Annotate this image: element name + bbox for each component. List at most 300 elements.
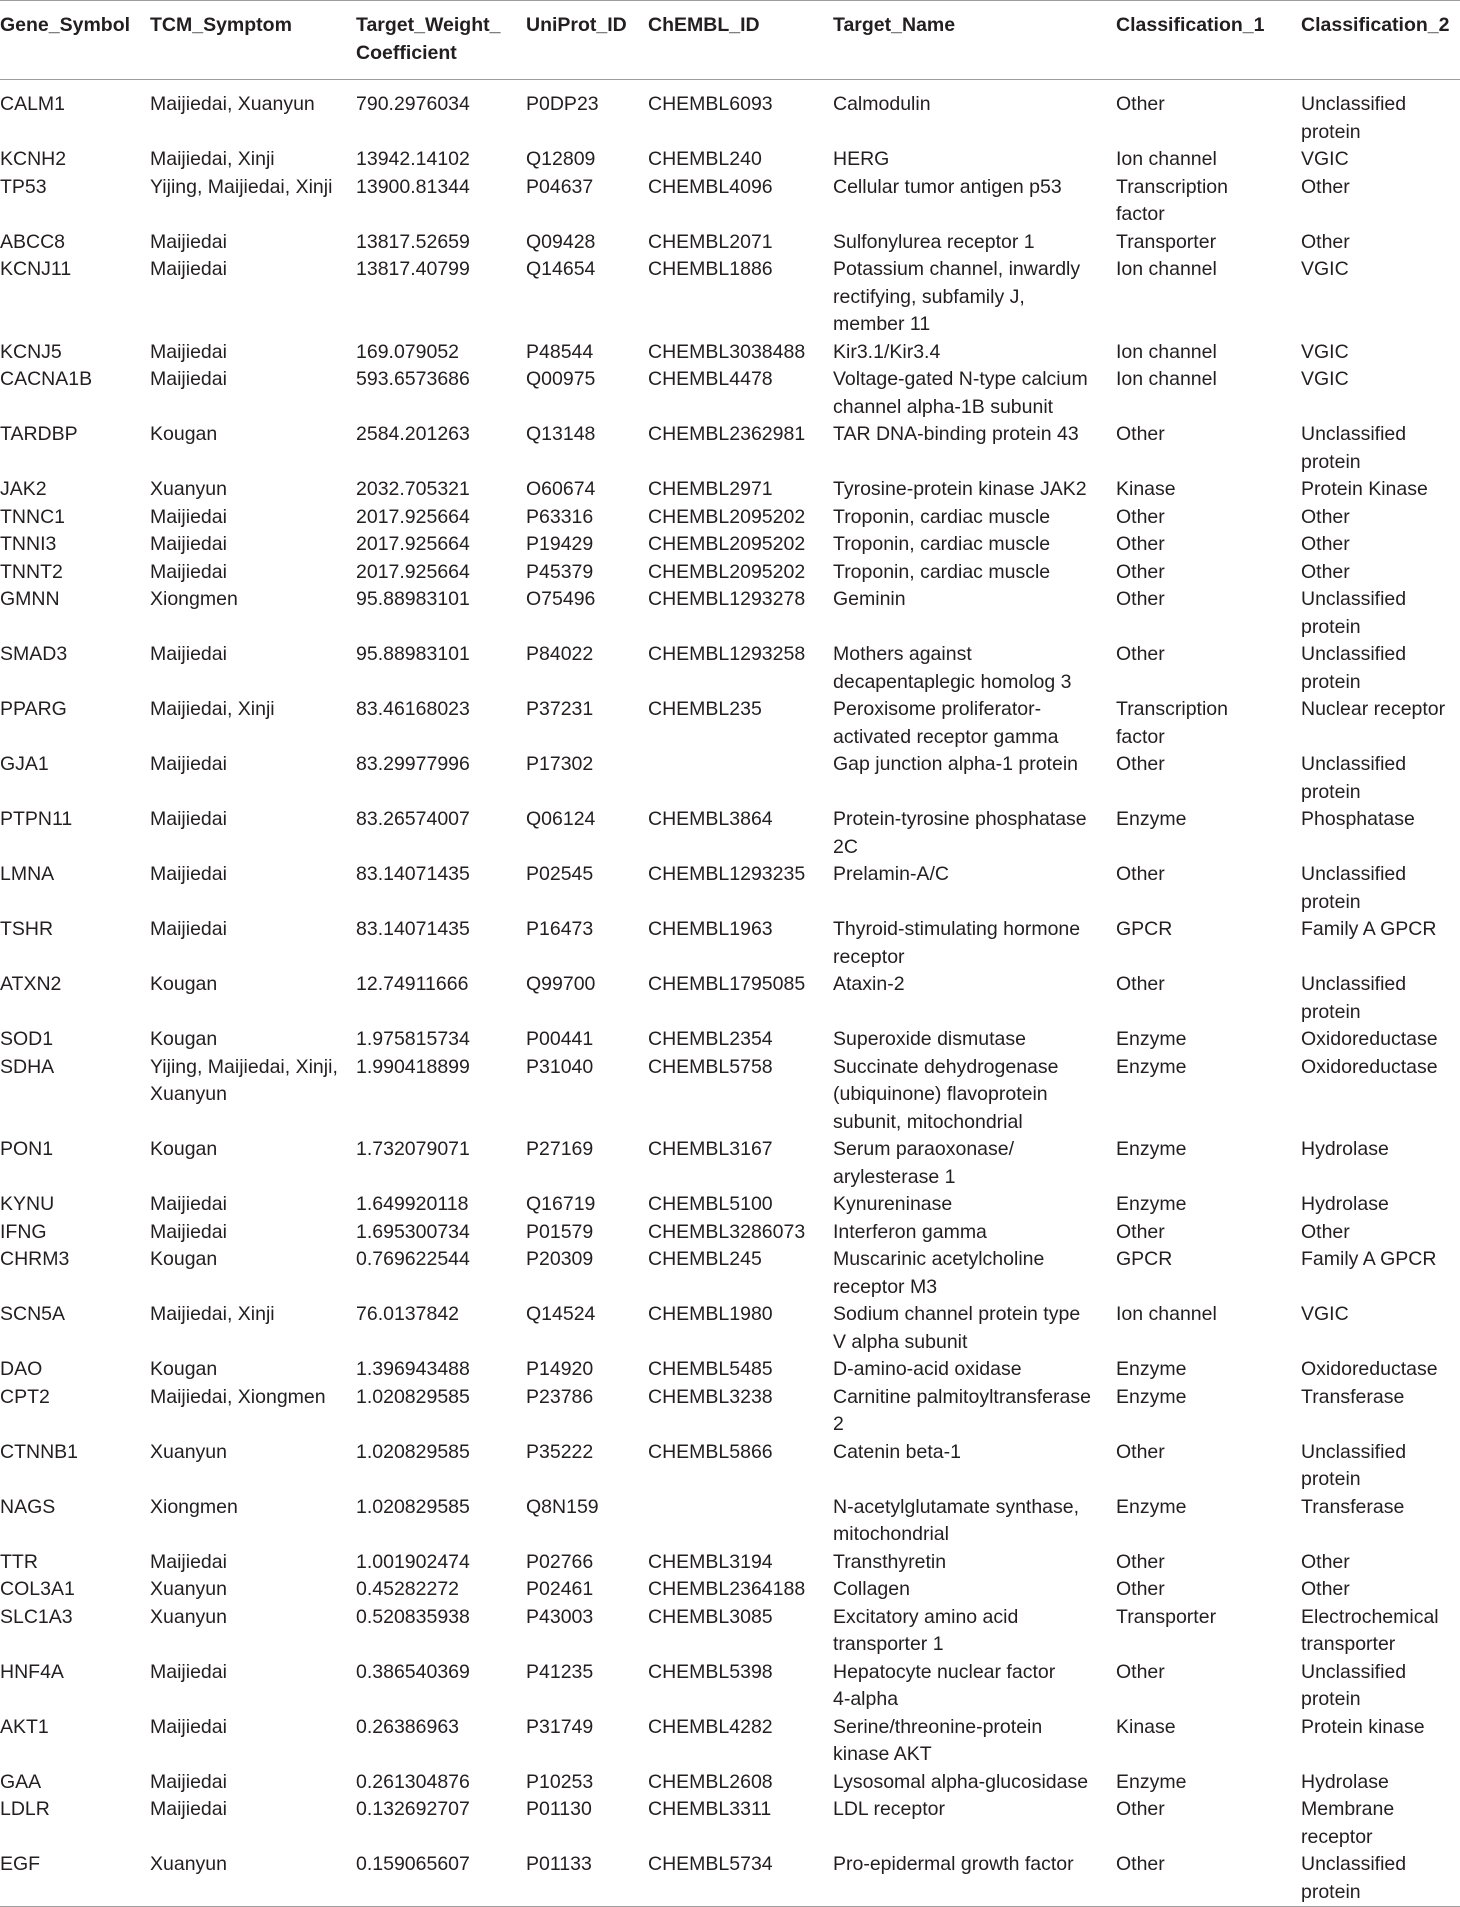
cell-target-name: Mothers against decapentaplegic homolog 3 xyxy=(833,643,1072,693)
cell-chembl-id: CHEMBL5398 xyxy=(648,1660,773,1683)
cell-chembl-id: CHEMBL3167 xyxy=(648,1138,773,1160)
cell-classification-2: Nuclear receptor xyxy=(1301,698,1446,720)
cell-chembl-id: CHEMBL2364188 xyxy=(648,1578,806,1600)
cell-classification-1: Ion channel xyxy=(1116,258,1217,280)
cell-uniprot-id: Q13148 xyxy=(526,423,596,445)
cell-uniprot-id: P01579 xyxy=(526,1220,594,1243)
cell-tcm-symptom: Maijiedai xyxy=(150,1220,227,1243)
cell-target-weight-coefficient: 2584.201263 xyxy=(356,423,470,445)
table-row xyxy=(0,1851,1460,1907)
cell-tcm-symptom: Xuanyun xyxy=(150,1851,356,1907)
table-row xyxy=(0,1769,1460,1797)
cell-classification-2: Protein kinase xyxy=(1301,1715,1425,1738)
cell-classification-2: VGIC xyxy=(1301,340,1349,363)
cell-uniprot-id: P16473 xyxy=(526,918,594,940)
cell-classification-1: Other xyxy=(1116,863,1165,885)
cell-classification-1: Ion channel xyxy=(1116,340,1217,363)
table-row xyxy=(0,1384,1460,1439)
cell-gene-symbol: TNNC1 xyxy=(0,505,66,528)
cell-uniprot-id: P10253 xyxy=(526,1770,594,1793)
cell-classification-2: Other xyxy=(1301,230,1350,253)
cell-chembl-id: CHEMBL1886 xyxy=(648,258,773,280)
cell-uniprot-id: Q00975 xyxy=(526,368,596,390)
cell-tcm-symptom: Maijiedai xyxy=(150,230,227,253)
table-row xyxy=(0,421,1460,476)
cell-chembl-id: CHEMBL3864 xyxy=(648,808,773,830)
cell-gene-symbol: AKT1 xyxy=(0,1715,49,1738)
cell-uniprot-id: P02461 xyxy=(526,1578,594,1600)
cell-chembl-id: CHEMBL2354 xyxy=(648,1028,773,1050)
cell-uniprot-id: Q16719 xyxy=(526,1193,596,1215)
cell-target-name: N-acetylglutamate synthase, mitochondrial xyxy=(833,1495,1080,1545)
cell-classification-1: GPCR xyxy=(1116,918,1173,940)
cell-gene-symbol: PTPN11 xyxy=(0,808,73,830)
cell-target-name: Potassium channel, inwardly rectifying, subfamily J, member 11 xyxy=(833,258,1081,335)
cell-target-weight-coefficient: 1.695300734 xyxy=(356,1220,470,1243)
cell-classification-2: Other xyxy=(1301,1578,1350,1600)
cell-tcm-symptom: Kougan xyxy=(150,1138,218,1160)
cell-target-name: Tyrosine-protein kinase JAK2 xyxy=(833,478,1087,500)
cell-uniprot-id: Q06124 xyxy=(526,808,596,830)
cell-classification-2: Oxidoreductase xyxy=(1301,1055,1438,1078)
cell-target-name: Superoxide dismutase xyxy=(833,1028,1026,1050)
cell-gene-symbol: CALM1 xyxy=(0,93,66,115)
table-row xyxy=(0,1356,1460,1384)
cell-tcm-symptom: Maijiedai xyxy=(150,1660,227,1683)
cell-target-weight-coefficient: 83.46168023 xyxy=(356,698,470,720)
cell-uniprot-id: P35222 xyxy=(526,1440,594,1463)
cell-tcm-symptom: Maijiedai, Xinji xyxy=(150,698,275,720)
cell-uniprot-id: P14920 xyxy=(526,1358,594,1380)
cell-target-weight-coefficient: 0.520835938 xyxy=(356,1605,470,1628)
cell-classification-2: Unclassified protein xyxy=(1301,93,1407,143)
cell-target-name: Calmodulin xyxy=(833,93,931,115)
table-row xyxy=(0,916,1460,971)
cell-target-name: Geminin xyxy=(833,588,906,610)
cell-classification-1: Other xyxy=(1116,1440,1165,1463)
cell-target-name: Serine/threonine-protein kinase AKT xyxy=(833,1715,1043,1765)
cell-gene-symbol: TSHR xyxy=(0,918,54,940)
cell-target-name: Kynureninase xyxy=(833,1193,953,1215)
table-row xyxy=(0,971,1460,1026)
cell-classification-2: Transferase xyxy=(1301,1385,1405,1408)
cell-gene-symbol: PPARG xyxy=(0,698,67,720)
cell-uniprot-id: P37231 xyxy=(526,698,594,720)
header-classification-2: Classification_2 xyxy=(1301,1,1460,80)
cell-target-name: Interferon gamma xyxy=(833,1220,987,1243)
cell-target-weight-coefficient: 83.14071435 xyxy=(356,863,470,885)
table-row xyxy=(0,1054,1460,1137)
cell-target-weight-coefficient: 1.975815734 xyxy=(356,1028,470,1050)
cell-classification-2: Unclassified protein xyxy=(1301,1440,1407,1490)
cell-target-name: Succinate dehydrogenase (ubiquinone) flavoprotein subunit, mitochondrial xyxy=(833,1055,1059,1133)
cell-gene-symbol: ATXN2 xyxy=(0,973,62,995)
cell-target-name: Voltage-gated N-type calcium channel alpha-1B subunit xyxy=(833,368,1088,418)
cell-uniprot-id: Q09428 xyxy=(526,230,596,253)
table-row xyxy=(0,339,1460,367)
cell-uniprot-id: P41235 xyxy=(526,1660,594,1683)
cell-target-name: Sulfonylurea receptor 1 xyxy=(833,230,1035,253)
cell-chembl-id: CHEMBL5485 xyxy=(648,1358,773,1380)
cell-classification-2: Other xyxy=(1301,533,1350,555)
cell-target-weight-coefficient: 0.132692707 xyxy=(356,1798,470,1820)
cell-target-weight-coefficient: 2017.925664 xyxy=(356,533,470,555)
cell-chembl-id: CHEMBL3311 xyxy=(648,1798,772,1820)
table-row xyxy=(0,80,1460,147)
cell-gene-symbol: KCNJ5 xyxy=(0,340,62,363)
cell-tcm-symptom: Maijiedai xyxy=(150,643,227,665)
cell-gene-symbol: TP53 xyxy=(0,175,47,198)
cell-classification-2: Membrane receptor xyxy=(1301,1798,1395,1848)
cell-uniprot-id: P48544 xyxy=(526,340,594,363)
cell-gene-symbol: KCNJ11 xyxy=(0,258,72,280)
cell-chembl-id: CHEMBL1293235 xyxy=(648,863,806,885)
cell-chembl-id: CHEMBL1963 xyxy=(648,918,773,940)
cell-chembl-id: CHEMBL245 xyxy=(648,1248,762,1270)
cell-gene-symbol: SMAD3 xyxy=(0,643,68,665)
cell-classification-2: Other xyxy=(1301,505,1350,528)
cell-tcm-symptom: Kougan xyxy=(150,423,218,445)
cell-classification-2: Oxidoreductase xyxy=(1301,1358,1438,1380)
table-row xyxy=(0,531,1460,559)
cell-tcm-symptom: Maijiedai, Xuanyun xyxy=(150,93,315,115)
cell-classification-1: Other xyxy=(1116,1220,1165,1243)
cell-target-weight-coefficient: 76.0137842 xyxy=(356,1303,460,1325)
cell-target-weight-coefficient: 83.26574007 xyxy=(356,808,470,830)
cell-classification-1: Other xyxy=(1116,643,1165,665)
table-row xyxy=(0,1576,1460,1604)
cell-chembl-id: CHEMBL3038488 xyxy=(648,340,806,363)
cell-chembl-id: CHEMBL1293258 xyxy=(648,643,806,665)
cell-chembl-id: CHEMBL235 xyxy=(648,698,762,720)
cell-target-weight-coefficient: 13817.52659 xyxy=(356,230,470,253)
cell-classification-1: Ion channel xyxy=(1116,368,1217,390)
cell-gene-symbol: TTR xyxy=(0,1550,38,1573)
cell-classification-2: VGIC xyxy=(1301,368,1349,390)
cell-target-weight-coefficient: 0.769622544 xyxy=(356,1248,470,1270)
cell-classification-1: Enzyme xyxy=(1116,1495,1187,1518)
cell-target-name: Serum paraoxonase/ arylesterase 1 xyxy=(833,1138,1015,1188)
cell-target-name: Catenin beta-1 xyxy=(833,1440,961,1463)
cell-gene-symbol: TARDBP xyxy=(0,423,78,445)
cell-tcm-symptom: Maijiedai, Xinji xyxy=(150,148,275,170)
cell-classification-2: Unclassified protein xyxy=(1301,423,1407,473)
cell-uniprot-id: P19429 xyxy=(526,533,594,555)
cell-chembl-id: CHEMBL1293278 xyxy=(648,588,806,610)
cell-gene-symbol: CHRM3 xyxy=(0,1248,70,1270)
cell-target-name: Muscarinic acetylcholine receptor M3 xyxy=(833,1248,1045,1298)
table-row xyxy=(0,256,1460,339)
table-row xyxy=(0,1714,1460,1769)
cell-tcm-symptom: Maijiedai, Xiongmen xyxy=(150,1385,326,1408)
cell-classification-2: VGIC xyxy=(1301,148,1349,170)
cell-gene-symbol: CTNNB1 xyxy=(0,1440,79,1463)
cell-classification-2: Other xyxy=(1301,560,1350,583)
cell-classification-1: Transcription factor xyxy=(1116,175,1228,225)
cell-classification-2: Unclassified protein xyxy=(1301,588,1407,638)
table-row xyxy=(0,1494,1460,1549)
cell-target-weight-coefficient: 169.079052 xyxy=(356,340,460,363)
cell-tcm-symptom: Maijiedai xyxy=(150,560,227,583)
cell-target-name: D-amino-acid oxidase xyxy=(833,1358,1022,1380)
cell-target-weight-coefficient: 1.020829585 xyxy=(356,1440,470,1463)
cell-classification-1: Ion channel xyxy=(1116,148,1217,170)
cell-uniprot-id: P17302 xyxy=(526,753,594,775)
cell-tcm-symptom: Maijiedai xyxy=(150,1550,227,1573)
table-row xyxy=(0,504,1460,532)
cell-chembl-id: CHEMBL1980 xyxy=(648,1303,773,1325)
cell-classification-1: Enzyme xyxy=(1116,1193,1187,1215)
cell-uniprot-id: P31749 xyxy=(526,1715,594,1738)
cell-target-name: HERG xyxy=(833,148,890,170)
cell-target-weight-coefficient: 83.14071435 xyxy=(356,918,470,940)
cell-classification-1: Enzyme xyxy=(1116,1770,1187,1793)
cell-uniprot-id: P84022 xyxy=(526,643,594,665)
cell-tcm-symptom: Maijiedai xyxy=(150,258,227,280)
cell-target-weight-coefficient: 1.990418899 xyxy=(356,1055,470,1078)
cell-classification-2: VGIC xyxy=(1301,1303,1349,1325)
cell-target-name: Prelamin-A/C xyxy=(833,863,949,885)
cell-target-weight-coefficient: 0.26386963 xyxy=(356,1715,460,1738)
cell-uniprot-id: P63316 xyxy=(526,505,594,528)
cell-uniprot-id: Q12809 xyxy=(526,148,596,170)
cell-target-name: TAR DNA-binding protein 43 xyxy=(833,423,1079,445)
cell-chembl-id: CHEMBL2608 xyxy=(648,1770,773,1793)
cell-classification-2: Other xyxy=(1301,175,1350,198)
cell-target-weight-coefficient: 1.020829585 xyxy=(356,1495,470,1518)
cell-uniprot-id: P31040 xyxy=(526,1055,594,1078)
cell-uniprot-id: Q14524 xyxy=(526,1303,596,1325)
cell-gene-symbol: ABCC8 xyxy=(0,230,66,253)
cell-classification-1: Other xyxy=(1116,588,1165,610)
cell-target-name: Ataxin-2 xyxy=(833,973,905,995)
cell-tcm-symptom: Maijiedai xyxy=(150,1798,227,1820)
cell-target-name: Transthyretin xyxy=(833,1550,947,1573)
cell-classification-2: Transferase xyxy=(1301,1495,1405,1518)
table-body xyxy=(0,80,1460,1907)
cell-tcm-symptom: Maijiedai xyxy=(150,533,227,555)
cell-uniprot-id: O60674 xyxy=(526,478,596,500)
table-row xyxy=(0,751,1460,806)
cell-target-name: LDL receptor xyxy=(833,1798,946,1820)
cell-target-weight-coefficient: 790.2976034 xyxy=(356,93,470,115)
cell-tcm-symptom: Yijing, Maijiedai, Xinji xyxy=(150,175,333,198)
cell-gene-symbol: LMNA xyxy=(0,863,55,885)
cell-tcm-symptom: Maijiedai xyxy=(150,808,227,830)
cell-uniprot-id: O75496 xyxy=(526,588,596,610)
cell-chembl-id: CHEMBL3194 xyxy=(648,1550,773,1573)
cell-classification-2: Hydrolase xyxy=(1301,1193,1389,1215)
cell-uniprot-id: Q8N159 xyxy=(526,1495,599,1518)
cell-classification-2: Hydrolase xyxy=(1301,1770,1389,1793)
cell-chembl-id: CHEMBL5100 xyxy=(648,1193,773,1215)
cell-uniprot-id: P04637 xyxy=(526,175,594,198)
cell-classification-2: Unclassified protein xyxy=(1301,1851,1460,1907)
cell-classification-1: Other xyxy=(1116,505,1165,528)
cell-target-name: Collagen xyxy=(833,1578,910,1600)
cell-classification-1: Other xyxy=(1116,1798,1165,1820)
cell-tcm-symptom: Xiongmen xyxy=(150,1495,238,1518)
cell-target-name: Gap junction alpha-1 protein xyxy=(833,753,1078,775)
cell-classification-1: GPCR xyxy=(1116,1248,1173,1270)
cell-uniprot-id: P01133 xyxy=(526,1851,648,1907)
cell-classification-1: Other xyxy=(1116,93,1165,115)
table-row xyxy=(0,806,1460,861)
cell-target-weight-coefficient: 1.001902474 xyxy=(356,1550,470,1573)
cell-uniprot-id: P27169 xyxy=(526,1138,594,1160)
cell-chembl-id: CHEMBL2071 xyxy=(648,230,773,253)
cell-classification-1: Enzyme xyxy=(1116,808,1187,830)
cell-classification-1: Other xyxy=(1116,560,1165,583)
table-row xyxy=(0,146,1460,174)
cell-tcm-symptom: Xuanyun xyxy=(150,1605,227,1628)
cell-classification-1: Transporter xyxy=(1116,230,1217,253)
cell-gene-symbol: KCNH2 xyxy=(0,148,67,170)
cell-tcm-symptom: Xuanyun xyxy=(150,1440,227,1463)
cell-chembl-id: CHEMBL2362981 xyxy=(648,423,806,445)
cell-gene-symbol: CACNA1B xyxy=(0,368,93,390)
cell-target-weight-coefficient: 95.88983101 xyxy=(356,643,470,665)
cell-classification-2: VGIC xyxy=(1301,258,1349,280)
cell-chembl-id: CHEMBL1795085 xyxy=(648,973,806,995)
cell-tcm-symptom: Xiongmen xyxy=(150,588,238,610)
cell-gene-symbol: SOD1 xyxy=(0,1028,54,1050)
cell-tcm-symptom: Yijing, Maijiedai, Xinji, Xuanyun xyxy=(150,1055,338,1105)
header-target-weight-coefficient: Target_Weight_ Coefficient xyxy=(356,1,526,80)
cell-target-name: Protein-tyrosine phosphatase 2C xyxy=(833,808,1087,858)
cell-chembl-id: CHEMBL5734 xyxy=(648,1851,833,1907)
cell-target-weight-coefficient: 12.74911666 xyxy=(356,973,469,995)
cell-target-name: Troponin, cardiac muscle xyxy=(833,505,1051,528)
table-row xyxy=(0,1549,1460,1577)
table-row xyxy=(0,1219,1460,1247)
cell-chembl-id: CHEMBL4096 xyxy=(648,175,773,198)
cell-gene-symbol: SDHA xyxy=(0,1055,55,1078)
table-row xyxy=(0,861,1460,916)
cell-tcm-symptom: Xuanyun xyxy=(150,1578,227,1600)
cell-uniprot-id: Q99700 xyxy=(526,973,596,995)
cell-target-weight-coefficient: 2017.925664 xyxy=(356,560,470,583)
cell-chembl-id: CHEMBL2095202 xyxy=(648,505,806,528)
cell-chembl-id: CHEMBL5866 xyxy=(648,1440,773,1463)
cell-chembl-id: CHEMBL3238 xyxy=(648,1385,773,1408)
cell-chembl-id: CHEMBL6093 xyxy=(648,93,773,115)
cell-tcm-symptom: Maijiedai xyxy=(150,368,227,390)
cell-target-weight-coefficient: 1.649920118 xyxy=(356,1193,469,1215)
cell-gene-symbol: NAGS xyxy=(0,1495,56,1518)
cell-tcm-symptom: Maijiedai, Xinji xyxy=(150,1303,275,1325)
header-row xyxy=(0,1,1460,80)
cell-tcm-symptom: Kougan xyxy=(150,1358,218,1380)
cell-tcm-symptom: Maijiedai xyxy=(150,1770,227,1793)
cell-classification-1: Other xyxy=(1116,423,1165,445)
cell-uniprot-id: P00441 xyxy=(526,1028,594,1050)
table-row xyxy=(0,1659,1460,1714)
cell-target-name: Kir3.1/Kir3.4 xyxy=(833,340,941,363)
cell-classification-1: Other xyxy=(1116,973,1165,995)
cell-target-weight-coefficient: 95.88983101 xyxy=(356,588,470,610)
cell-classification-1: Other xyxy=(1116,1660,1165,1683)
cell-target-weight-coefficient: 0.261304876 xyxy=(356,1770,470,1793)
cell-chembl-id xyxy=(648,1494,833,1549)
cell-target-name: Troponin, cardiac muscle xyxy=(833,533,1051,555)
cell-chembl-id: CHEMBL2095202 xyxy=(648,560,806,583)
table-row xyxy=(0,174,1460,229)
cell-gene-symbol: COL3A1 xyxy=(0,1578,75,1600)
cell-gene-symbol: GMNN xyxy=(0,588,60,610)
cell-gene-symbol: CPT2 xyxy=(0,1385,50,1408)
cell-gene-symbol: EGF xyxy=(0,1851,150,1907)
cell-classification-1: Transporter xyxy=(1116,1605,1217,1628)
cell-classification-1: Enzyme xyxy=(1116,1385,1187,1408)
cell-target-weight-coefficient: 0.159065607 xyxy=(356,1851,526,1907)
cell-classification-2: Family A GPCR xyxy=(1301,1248,1437,1270)
cell-tcm-symptom: Maijiedai xyxy=(150,918,227,940)
header-tcm-symptom: TCM_Symptom xyxy=(150,1,356,80)
table-row xyxy=(0,229,1460,257)
cell-target-weight-coefficient: 2017.925664 xyxy=(356,505,470,528)
cell-target-name: Carnitine palmitoyltransferase 2 xyxy=(833,1385,1091,1435)
cell-classification-2: Unclassified protein xyxy=(1301,753,1407,803)
cell-gene-symbol: JAK2 xyxy=(0,478,47,500)
table-row xyxy=(0,1246,1460,1301)
cell-classification-2: Unclassified protein xyxy=(1301,973,1407,1023)
table-header xyxy=(0,1,1460,80)
cell-tcm-symptom: Maijiedai xyxy=(150,505,227,528)
cell-classification-1: Enzyme xyxy=(1116,1358,1187,1380)
cell-classification-1: Other xyxy=(1116,753,1165,775)
cell-gene-symbol: GJA1 xyxy=(0,753,49,775)
cell-classification-2: Family A GPCR xyxy=(1301,918,1437,940)
cell-classification-2: Phosphatase xyxy=(1301,808,1415,830)
table-row xyxy=(0,559,1460,587)
table-row xyxy=(0,641,1460,696)
cell-gene-symbol: SLC1A3 xyxy=(0,1605,73,1628)
table-row xyxy=(0,1191,1460,1219)
header-target-name: Target_Name xyxy=(833,1,1116,80)
cell-uniprot-id: P02766 xyxy=(526,1550,594,1573)
cell-gene-symbol: KYNU xyxy=(0,1193,55,1215)
cell-chembl-id: CHEMBL240 xyxy=(648,148,762,170)
cell-tcm-symptom: Maijiedai xyxy=(150,1193,227,1215)
cell-target-weight-coefficient: 593.6573686 xyxy=(356,368,470,390)
cell-classification-1: Ion channel xyxy=(1116,1303,1217,1325)
table-row xyxy=(0,1301,1460,1356)
cell-target-weight-coefficient: 13817.40799 xyxy=(356,258,470,280)
cell-chembl-id: CHEMBL2971 xyxy=(648,478,773,500)
cell-gene-symbol: GAA xyxy=(0,1770,42,1793)
cell-tcm-symptom: Kougan xyxy=(150,1248,218,1270)
cell-target-weight-coefficient: 83.29977996 xyxy=(356,753,470,775)
cell-target-weight-coefficient: 1.396943488 xyxy=(356,1358,470,1380)
cell-chembl-id: CHEMBL3085 xyxy=(648,1605,773,1628)
cell-classification-2: Oxidoreductase xyxy=(1301,1028,1438,1050)
cell-classification-1: Kinase xyxy=(1116,1715,1176,1738)
table-row xyxy=(0,1026,1460,1054)
table-row xyxy=(0,586,1460,641)
cell-classification-2: Electrochemical transporter xyxy=(1301,1605,1439,1655)
cell-target-weight-coefficient: 1.732079071 xyxy=(356,1138,470,1160)
cell-target-name: Troponin, cardiac muscle xyxy=(833,560,1051,583)
table-row xyxy=(0,1604,1460,1659)
cell-classification-1: Other xyxy=(1116,1851,1301,1907)
cell-classification-1: Other xyxy=(1116,1550,1165,1573)
cell-gene-symbol: IFNG xyxy=(0,1220,47,1243)
cell-chembl-id: CHEMBL2095202 xyxy=(648,533,806,555)
header-uniprot-id: UniProt_ID xyxy=(526,1,648,80)
cell-target-name: Cellular tumor antigen p53 xyxy=(833,175,1062,198)
cell-target-name: Hepatocyte nuclear factor 4-alpha xyxy=(833,1660,1056,1710)
